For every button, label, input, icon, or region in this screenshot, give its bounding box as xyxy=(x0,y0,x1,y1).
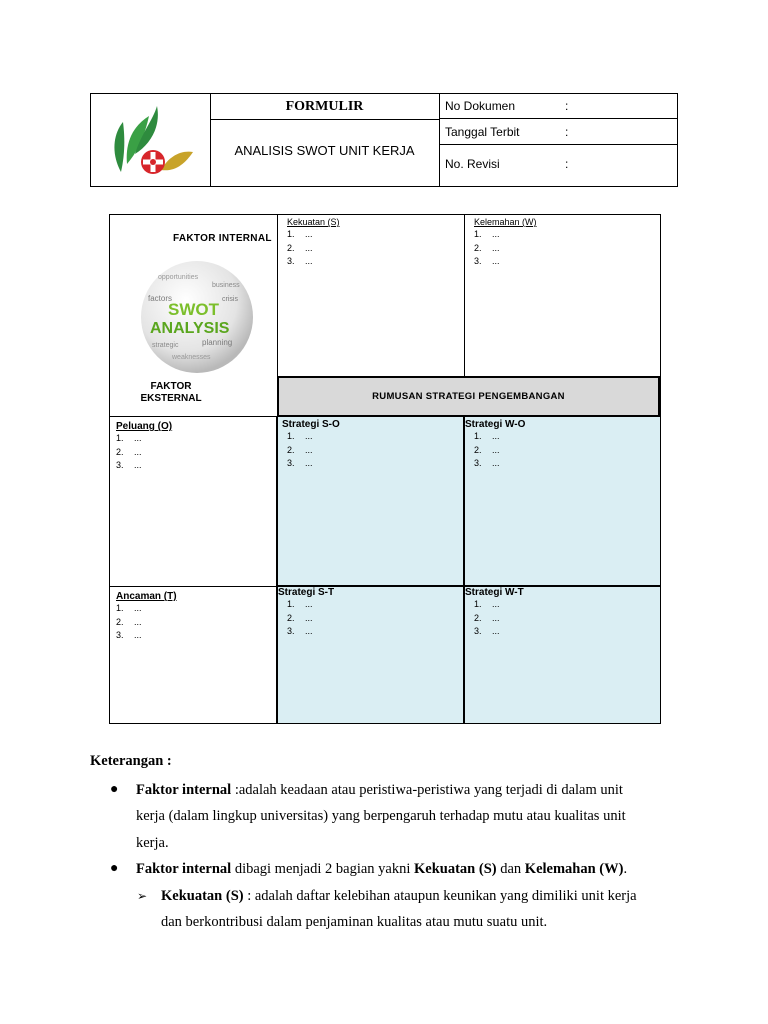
list-item: 2. ... xyxy=(287,612,313,623)
organization-logo xyxy=(91,94,210,186)
list-item: 2. ... xyxy=(116,446,142,457)
faktor-eksternal-line: FAKTOR xyxy=(150,381,192,392)
bullet-line: dan berkontribusi dalam penjaminan kualitas atau mutu suatu unit. xyxy=(161,914,548,930)
keterangan-section xyxy=(90,748,680,936)
list-item: 2. ... xyxy=(474,242,500,253)
list-item: 2. ... xyxy=(287,242,313,253)
list-item: 2. ... xyxy=(287,444,313,455)
swot-word: planning xyxy=(202,338,233,347)
bullet-line: kerja (dalam lingkup universitas) yang berpengaruh terhadap mutu atau kualitas unit xyxy=(136,808,626,824)
field-label: No Dokumen xyxy=(445,99,516,113)
faktor-internal-label: FAKTOR INTERNAL xyxy=(173,233,272,244)
strategi-so-label: Strategi S-O xyxy=(282,419,340,430)
bullet-line: Kekuatan (S) : adalah daftar kelebihan ataupun keunikan yang dimiliki unit kerja xyxy=(161,887,637,904)
list-item: 3. ... xyxy=(474,626,500,636)
list-item: 1. ... xyxy=(116,603,142,613)
swot-word: factors xyxy=(148,294,173,303)
ancaman-label: Ancaman (T) xyxy=(116,591,177,602)
kekuatan-label: Kekuatan (S) xyxy=(287,217,340,227)
strategi-wo-label: Strategi W-O xyxy=(465,419,526,430)
list-item: 1. ... xyxy=(287,431,313,441)
logo xyxy=(91,94,211,186)
field-colon: : xyxy=(565,99,569,113)
field-no-revisi xyxy=(439,145,677,186)
swot-word: strategic xyxy=(152,342,179,349)
peluang-cell xyxy=(110,417,278,587)
list-item: 2. ... xyxy=(474,612,500,623)
strategi-st-cell xyxy=(278,587,465,723)
form-subtitle: ANALISIS SWOT UNIT KERJA xyxy=(234,143,415,158)
strategi-wt-cell xyxy=(465,587,660,723)
bullet-icon: ● xyxy=(110,781,119,797)
field-tanggal-terbit xyxy=(439,119,677,145)
strategi-st-label: Strategi S-T xyxy=(278,587,335,598)
list-item: 3. ... xyxy=(287,458,313,468)
field-label: Tanggal Terbit xyxy=(445,125,520,139)
bullet-faktor-internal-parts xyxy=(90,856,680,883)
strategi-wo-cell xyxy=(465,417,660,587)
kekuatan-list xyxy=(287,228,464,269)
faktor-eksternal-line: EKSTERNAL xyxy=(140,393,202,404)
list-item: 2. ... xyxy=(116,616,142,627)
kelemahan-cell xyxy=(465,215,660,376)
arrow-icon: ➢ xyxy=(137,888,148,903)
swot-word-title: ANALYSIS xyxy=(150,320,230,337)
bullet-line: Faktor internal dibagi menjadi 2 bagian yakni Kekuatan (S) dan Kelemahan (W). xyxy=(136,861,628,877)
sub-bullet-kekuatan xyxy=(90,883,680,936)
strategi-so-list xyxy=(282,430,463,471)
strategi-wo-list xyxy=(465,430,660,471)
strategi-so-cell xyxy=(278,417,465,587)
peluang-label: Peluang (O) xyxy=(116,421,173,432)
list-item: 1. ... xyxy=(287,599,313,609)
kelemahan-list xyxy=(474,228,660,269)
swot-word-title: SWOT xyxy=(168,300,219,319)
list-item: 3. ... xyxy=(474,458,500,468)
list-item: 1. ... xyxy=(287,229,313,239)
list-item: 1. ... xyxy=(116,433,142,443)
list-item: 3. ... xyxy=(474,256,500,266)
bullet-faktor-internal-definition xyxy=(90,777,680,857)
strategi-wt-label: Strategi W-T xyxy=(465,587,524,598)
field-no-dokumen xyxy=(439,94,677,119)
ancaman-cell xyxy=(110,587,278,723)
list-item: 2. ... xyxy=(474,444,500,455)
list-item: 3. ... xyxy=(287,256,313,266)
keterangan-title: Keterangan : xyxy=(90,753,172,769)
list-item: 3. ... xyxy=(116,460,142,470)
header-title-block xyxy=(210,94,440,186)
list-item: 3. ... xyxy=(116,630,142,640)
corner-cell xyxy=(110,215,278,417)
list-item: 1. ... xyxy=(474,431,500,441)
rumusan-strategi-header xyxy=(277,376,660,417)
kekuatan-cell xyxy=(278,215,465,376)
strategi-st-list xyxy=(278,598,463,639)
field-label: No. Revisi xyxy=(445,157,500,171)
peluang-list xyxy=(116,432,276,473)
field-colon: : xyxy=(565,125,569,139)
swot-word: crisis xyxy=(222,296,238,303)
bullet-line: kerja. xyxy=(136,834,169,851)
ancaman-list xyxy=(116,602,276,643)
swot-matrix xyxy=(109,214,661,724)
field-colon: : xyxy=(565,157,569,171)
faktor-eksternal-label xyxy=(110,381,232,405)
bullet-line: Faktor internal :adalah keadaan atau peristiwa-peristiwa yang terjadi di dalam unit xyxy=(136,781,623,798)
swot-word: weaknesses xyxy=(172,354,211,361)
rumusan-strategi-label: RUMUSAN STRATEGI PENGEMBANGAN xyxy=(372,391,565,402)
form-title: FORMULIR xyxy=(210,94,439,120)
swot-word: opportunities xyxy=(158,274,199,281)
document-header xyxy=(90,93,678,187)
list-item: 1. ... xyxy=(474,599,500,609)
list-item: 1. ... xyxy=(474,229,500,239)
document-info xyxy=(439,94,677,186)
list-item: 3. ... xyxy=(287,626,313,636)
bullet-icon: ● xyxy=(110,861,119,876)
swot-word: business xyxy=(212,282,240,289)
swot-analysis-image xyxy=(138,259,256,377)
kelemahan-label: Kelemahan (W) xyxy=(474,217,537,227)
strategi-wt-list xyxy=(465,598,660,639)
